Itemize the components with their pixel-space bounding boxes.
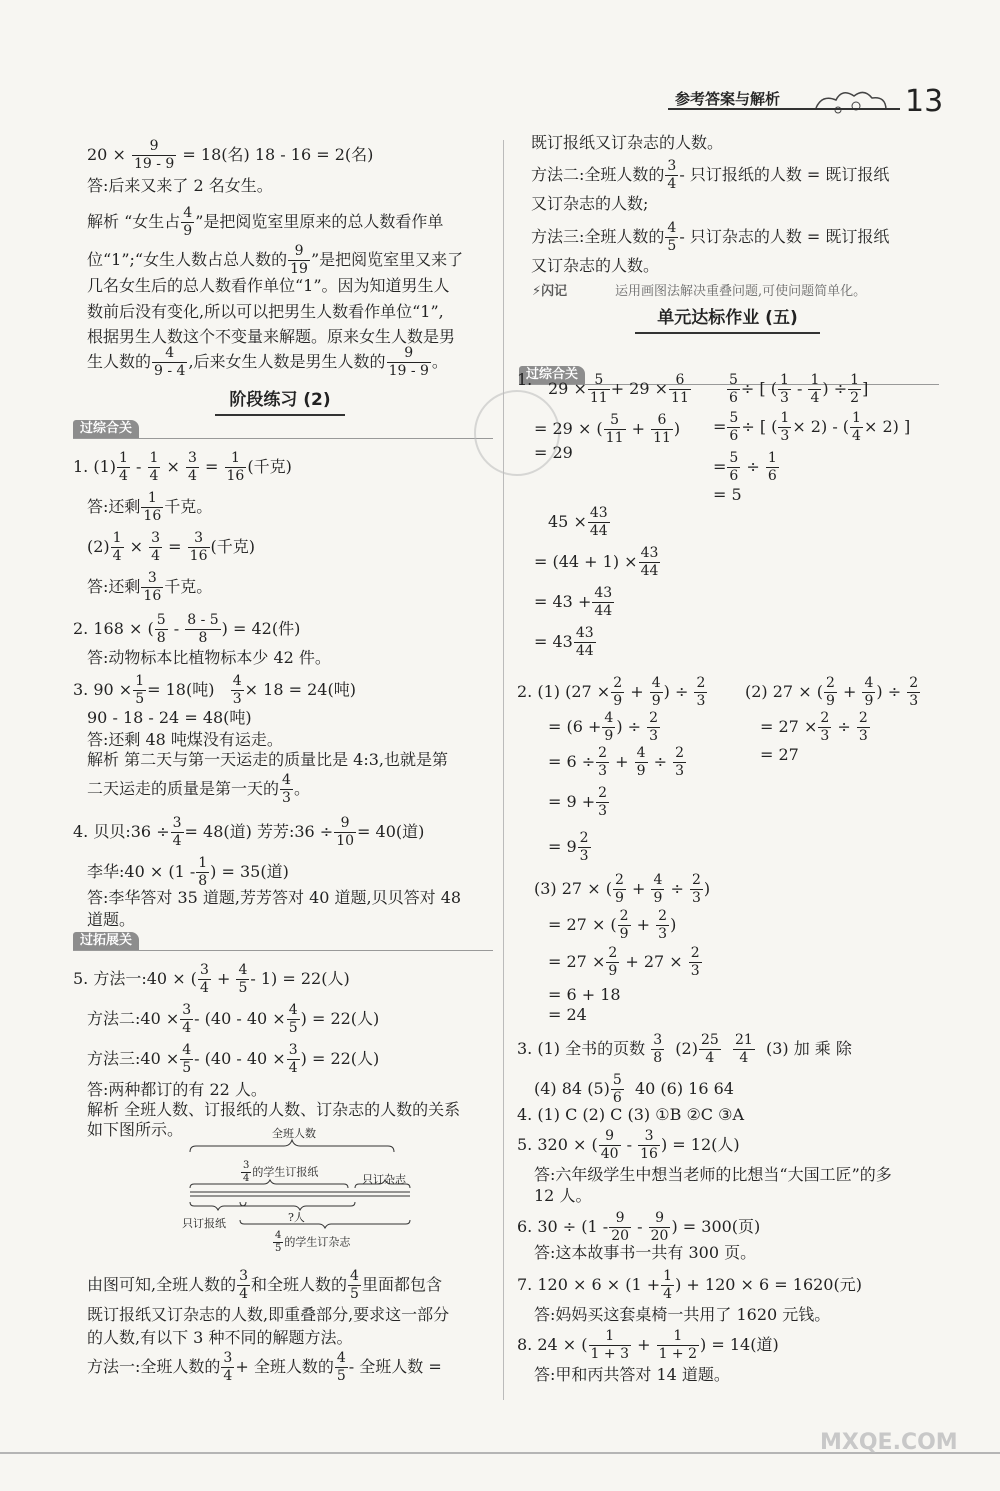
analysis-line: 解析 第二天与第一天运走的质量比是 4:3,也就是第 [87, 750, 449, 769]
calc-line: = 9 + $\frac{2}{3}$ [548, 785, 608, 819]
question-8: 8. 24 × ( $\frac{1}{1 + 3}$ + $\frac{1}{1 + 2}$ ) = 14(道) [517, 1328, 779, 1362]
left-line: 20 × $\frac{9}{19 - 9}$ = 18(名) 18 - 16 = 2(名) [87, 138, 374, 172]
calc-line: = 29 [534, 443, 573, 462]
question-2-2: (2) 27 × ( $\frac{2}{9}$ + $\frac{4}{9}$ ) ÷ $\frac{2}{3}$ [745, 675, 919, 709]
analysis-line: 位“1”;“女生人数占总人数的 $\frac{9}{19}$ ”是把阅览室里又来了 [87, 243, 464, 277]
analysis-line: 几名女生后的总人数看作单位“1”。因为知道男生人 [87, 276, 450, 295]
method-line: 方法三:40 × $\frac{4}{5}$ - (40 - 40 × $\frac{3}{4}$ ) = 22(人) [87, 1042, 380, 1076]
analysis-line: 解析 “女生占 $\frac{4}{9}$ ”是把阅览室里原来的总人数看作单 [87, 205, 444, 239]
tag-rule [73, 438, 493, 439]
calc-line: = 29 × ( $\frac{5}{11}$ + $\frac{6}{11}$ ) [534, 412, 681, 446]
answer-line: 答:两种都订的有 22 人。 [87, 1080, 267, 1099]
calc-line: = $\frac{5}{6}$ ÷ $\frac{1}{6}$ [713, 450, 777, 484]
overlap-diagram [180, 1127, 420, 1264]
calc-line: $\frac{5}{6}$ ÷ [ ( $\frac{1}{3}$ - $\frac{1}{4}$ ) ÷ $\frac{1}{2}$ ] [729, 372, 869, 406]
calc-line: = (44 + 1) × $\frac{43}{44}$ [534, 545, 659, 579]
question-6: 6. 30 ÷ (1 - $\frac{9}{20}$ - $\frac{9}{20}$ ) = 300(页) [517, 1210, 761, 1244]
answer-line: 答:还剩 48 吨煤没有运走。 [87, 730, 283, 749]
analysis-line: 根据男生人数这个不变量来解题。原来女生人数是男 [87, 327, 456, 346]
calc-line: = 9 $\frac{2}{3}$ [548, 830, 589, 864]
question-1-2: (2) $\frac{1}{4}$ × $\frac{3}{4}$ = $\frac{3}{16}$ (千克) [87, 530, 255, 564]
calc-line: = 6 ÷ $\frac{2}{3}$ + $\frac{4}{9}$ ÷ $\frac{2}{3}$ [548, 745, 685, 779]
diagram-label: 只订报纸 [182, 1217, 226, 1230]
method-line: 方法二:40 × $\frac{3}{4}$ - (40 - 40 × $\frac{4}{5}$ ) = 22(人) [87, 1002, 380, 1036]
question-3: 3. 90 × $\frac{1}{5}$ = 18(吨) $\frac{4}{3}$ × 18 = 24(吨) [73, 673, 356, 707]
answer-line: 答:这本故事书一共有 300 页。 [534, 1243, 757, 1262]
calc-line: = 27 × $\frac{2}{9}$ + 27 × $\frac{2}{3}$ [548, 945, 700, 979]
flash-note-text: 运用画图法解决重叠问题,可使问题简单化。 [615, 284, 867, 299]
calc-line: 李华:40 × (1 - $\frac{1}{8}$ ) = 35(道) [87, 855, 289, 889]
calc-line: = 27 × ( $\frac{2}{9}$ + $\frac{2}{3}$ ) [548, 908, 677, 942]
analysis-line: 的人数,有以下 3 种不同的解题方法。 [87, 1328, 353, 1347]
analysis-line: 二天运走的质量是第一天的 $\frac{4}{3}$ 。 [87, 772, 310, 806]
question-4: 4. (1) C (2) C (3) ①B ②C ③A [517, 1105, 745, 1124]
column-divider [503, 140, 504, 1400]
analysis-line: 既订报纸又订杂志的人数。 [531, 133, 724, 152]
calc-line: 45 × $\frac{43}{44}$ [548, 505, 608, 539]
answer-line: 答:甲和丙共答对 14 道题。 [534, 1365, 730, 1384]
analysis-line: 解析 全班人数、订报纸的人数、订杂志的人数的关系 [87, 1100, 461, 1119]
flash-note-icon: ⚡闪记 [532, 284, 568, 299]
question-3: 3. (1) 全书的页数 $\frac{3}{8}$ (2) $\frac{25}{4}$ $\frac{21}{4}$ (3) 加 乘 除 [517, 1032, 852, 1066]
analysis-line: 方法一:全班人数的 $\frac{3}{4}$ + 全班人数的 $\frac{4}{5}$ - 全班人数 = [87, 1350, 442, 1384]
analysis-line: 生人数的 $\frac{4}{9 - 4}$ ,后来女生人数是男生人数的 $\frac{9}{19 - 9}$ 。 [87, 345, 448, 379]
question-4: 4. 贝贝:36 ÷ $\frac{3}{4}$ = 48(道) 芳芳:36 ÷ $\frac{9}{10}$ = 40(道) [73, 815, 425, 849]
diagram-label: $\frac{4}{5}$ 的学生订杂志 [275, 1230, 351, 1254]
question-7: 7. 120 × 6 × (1 + $\frac{1}{4}$ ) + 120 × 6 = 1620(元) [517, 1268, 862, 1302]
cloud-decoration-icon [808, 80, 898, 120]
analysis-line: 如下图所示。 [87, 1120, 184, 1139]
answer-line: 答:还剩 $\frac{1}{16}$ 千克。 [87, 490, 213, 524]
calc-line: 90 - 18 - 24 = 48(吨) [87, 708, 252, 727]
calc-line: = 27 × $\frac{2}{3}$ ÷ $\frac{2}{3}$ [760, 710, 868, 744]
calc-line: = 5 [713, 485, 742, 504]
calc-line: (4) 84 (5) $\frac{5}{6}$ 40 (6) 16 64 [534, 1072, 734, 1106]
tag-rule [73, 950, 493, 951]
calc-line: 29 × $\frac{5}{11}$ + 29 × $\frac{6}{11}$ [548, 372, 689, 406]
answer-line: 答:动物标本比植物标本少 42 件。 [87, 648, 331, 667]
section-title: 单元达标作业 (五) [635, 303, 820, 328]
analysis-line: 既订报纸又订杂志的人数,即重叠部分,要求这一部分 [87, 1305, 450, 1324]
section-title: 阶段练习 (2) [215, 385, 345, 410]
diagram-label: $\frac{3}{4}$ 的学生订报纸 [243, 1160, 319, 1184]
calc-line: = $\frac{5}{6}$ ÷ [ ( $\frac{1}{3}$ × 2) - ( $\frac{1}{4}$ × 2) ] [713, 410, 911, 444]
method-line: 方法二:全班人数的 $\frac{3}{4}$ - 只订报纸的人数 = 既订报纸 [531, 158, 890, 192]
method-line: 又订杂志的人数; [531, 194, 649, 213]
answer-line: 答:后来又来了 2 名女生。 [87, 176, 273, 195]
answer-line: 答:六年级学生中想当老师的比想当“大国工匠”的多 [534, 1165, 892, 1184]
answer-line: 答:还剩 $\frac{3}{16}$ 千克。 [87, 570, 213, 604]
answer-line: 12 人。 [534, 1186, 592, 1205]
question-number: 1. [517, 370, 533, 389]
section-tag: 过综合关 [519, 366, 585, 384]
section-tag: 过综合关 [73, 420, 139, 438]
question-5: 5. 320 × ( $\frac{9}{40}$ - $\frac{3}{16}$ ) = 12(人) [517, 1128, 740, 1162]
question-1: 1. (1) $\frac{1}{4}$ - $\frac{1}{4}$ × $\frac{3}{4}$ = $\frac{1}{16}$ (千克) [73, 450, 292, 484]
site-watermark: MXQE.COM [820, 1430, 958, 1455]
page-number: 13 [905, 84, 944, 119]
calc-line: = 24 [548, 1005, 587, 1024]
answer-line: 答:妈妈买这套桌椅一共用了 1620 元钱。 [534, 1305, 831, 1324]
calc-line: = 6 + 18 [548, 985, 621, 1004]
diagram-label: ?人 [288, 1211, 305, 1224]
question-5: 5. 方法一:40 × ( $\frac{3}{4}$ + $\frac{4}{5}$ - 1) = 22(人) [73, 962, 350, 996]
analysis-line: 由图可知,全班人数的 $\frac{3}{4}$ 和全班人数的 $\frac{4}{5}$ 里面都包含 [87, 1268, 442, 1302]
section-tag: 过拓展关 [73, 932, 139, 950]
diagram-label: 全班人数 [272, 1127, 316, 1140]
method-line: 又订杂志的人数。 [531, 256, 660, 275]
page-header-title: 参考答案与解析 [675, 90, 781, 108]
diagram-label: 只订杂志 [362, 1173, 406, 1186]
question-2: 2. (1) (27 × $\frac{2}{9}$ + $\frac{4}{9}$ ) ÷ $\frac{2}{3}$ [517, 675, 706, 709]
answer-line: 答:李华答对 35 道题,芳芳答对 40 道题,贝贝答对 48 [87, 888, 462, 907]
calc-line: = 43 + $\frac{43}{44}$ [534, 585, 613, 619]
analysis-line: 数前后没有变化,所以可以把男生人数看作单位“1”, [87, 302, 444, 321]
answer-line: 道题。 [87, 910, 136, 929]
header-rule [668, 108, 900, 110]
question-2-3: (3) 27 × ( $\frac{2}{9}$ + $\frac{4}{9}$ ÷ $\frac{2}{3}$ ) [534, 872, 711, 906]
calc-line: = 27 [760, 745, 799, 764]
question-2: 2. 168 × ( $\frac{5}{8}$ - $\frac{8 - 5}{8}$ ) = 42(件) [73, 612, 301, 646]
method-line: 方法三:全班人数的 $\frac{4}{5}$ - 只订杂志的人数 = 既订报纸 [531, 220, 890, 254]
calc-line: = 43 $\frac{43}{44}$ [534, 625, 594, 659]
calc-line: = (6 + $\frac{4}{9}$ ) ÷ $\frac{2}{3}$ [548, 710, 659, 744]
